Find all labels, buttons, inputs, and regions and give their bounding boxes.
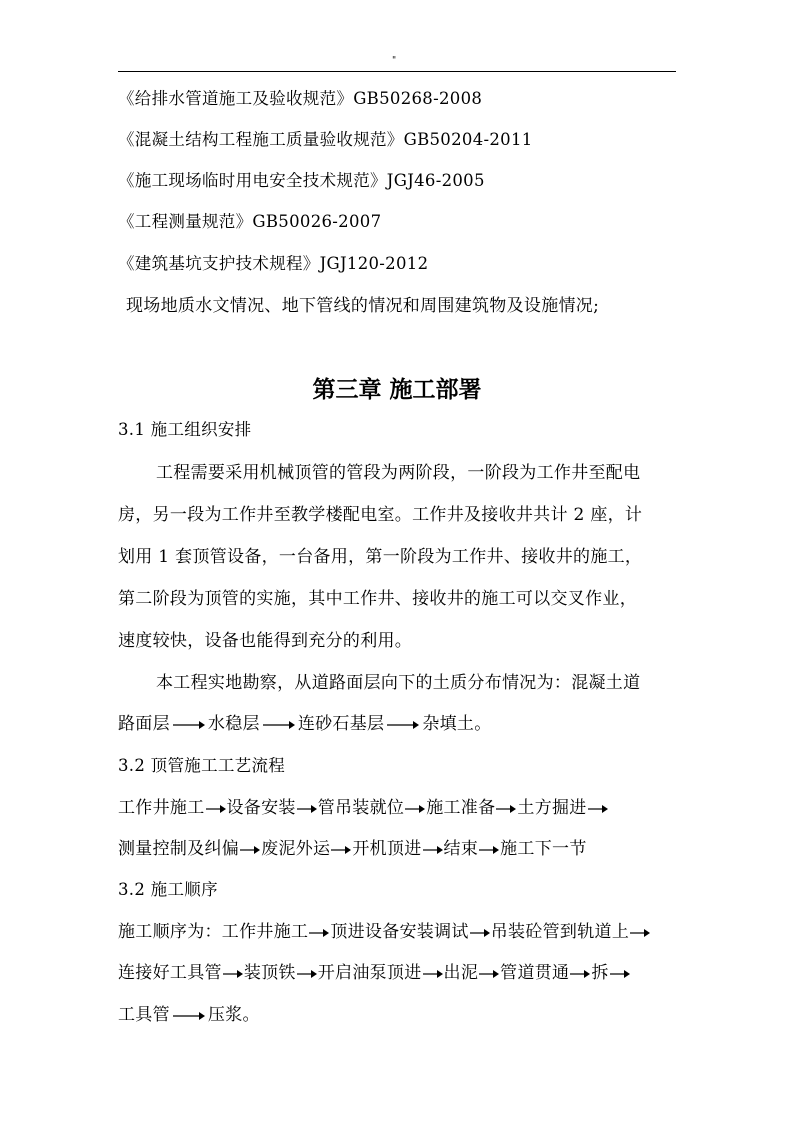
flow-step: 杂填土。 <box>422 714 492 734</box>
right-arrow-icon <box>423 844 443 856</box>
right-arrow-icon <box>479 968 499 980</box>
reference-item: 《给排水管道施工及验收规范》GB50268-2008 <box>118 89 483 108</box>
paragraph-line: 房，另一段为工作井至教学楼配电室。工作井及接收井共计 2 座，计 <box>118 505 643 525</box>
flow-step: 顶进设备安装调试 <box>330 922 469 942</box>
flow-step: 装顶铁 <box>243 963 296 983</box>
flow-step: 工作井施工 <box>118 798 205 818</box>
flow-step: 施工准备 <box>426 798 496 818</box>
sequence-flow-row <box>118 1000 260 1025</box>
soil-flow <box>118 709 492 734</box>
paragraph-line: 划用 1 套顶管设备，一台备用，第一阶段为工作井、接收井的施工， <box>118 547 643 567</box>
site-note: 现场地质水文情况、地下管线的情况和周围建筑物及设施情况; <box>126 296 600 316</box>
flow-step: 拆 <box>591 963 609 983</box>
paragraph-line: 工程需要采用机械顶管的管段为两阶段，一阶段为工作井至配电 <box>156 463 641 483</box>
right-arrow-icon <box>610 968 630 980</box>
paragraph-line: 本工程实地勘察，从道路面层向下的土质分布情况为：混凝土道 <box>156 673 641 693</box>
right-arrow-icon <box>479 844 499 856</box>
right-arrow-icon <box>630 927 650 939</box>
header-mark: " <box>392 56 397 66</box>
paragraph-line: 速度较快，设备也能得到充分的利用。 <box>118 631 413 651</box>
right-arrow-icon <box>387 719 419 731</box>
flow-step: 开机顶进 <box>352 839 422 859</box>
flow-step: 路面层 <box>118 714 170 734</box>
flow-step: 开启油泵顶进 <box>317 963 422 983</box>
flow-step: 结束 <box>443 839 479 859</box>
flow-step: 连砂石基层 <box>297 714 385 734</box>
paragraph-line: 第二阶段为顶管的实施，其中工作井、接收井的施工可以交叉作业， <box>118 589 637 609</box>
header-rule <box>118 71 676 72</box>
right-arrow-icon <box>297 803 317 815</box>
process-flow-row <box>118 793 609 818</box>
reference-item: 《工程测量规范》GB50026-2007 <box>118 212 382 231</box>
process-flow-row <box>118 834 587 859</box>
flow-step: 施工顺序为：工作井施工 <box>118 922 309 942</box>
right-arrow-icon <box>206 803 226 815</box>
right-arrow-icon <box>470 927 490 939</box>
reference-item: 《混凝土结构工程施工质量验收规范》GB50204-2011 <box>118 130 533 149</box>
section-heading: 3.2 顶管施工工艺流程 <box>118 756 286 775</box>
flow-step: 施工下一节 <box>500 839 587 859</box>
flow-step: 吊装砼管到轨道上 <box>490 922 630 942</box>
flow-step: 土方掘进 <box>517 798 587 818</box>
right-arrow-icon <box>223 968 243 980</box>
right-arrow-icon <box>309 927 329 939</box>
right-arrow-icon <box>496 803 516 815</box>
right-arrow-icon <box>173 719 205 731</box>
right-arrow-icon <box>240 844 260 856</box>
flow-step: 废泥外运 <box>261 839 331 859</box>
flow-step: 管吊装就位 <box>317 798 405 818</box>
sequence-flow-row <box>118 917 651 942</box>
flow-step: 压浆。 <box>207 1005 260 1025</box>
right-arrow-icon <box>263 719 295 731</box>
chapter-title: 第三章 施工部署 <box>312 376 482 403</box>
flow-step: 管道贯通 <box>500 963 570 983</box>
section-heading: 3.2 施工顺序 <box>118 880 218 899</box>
flow-step: 工具管 <box>118 1005 170 1025</box>
reference-item: 《建筑基坑支护技术规程》JGJ120-2012 <box>118 254 429 273</box>
right-arrow-icon <box>423 968 443 980</box>
flow-step: 出泥 <box>443 963 479 983</box>
right-arrow-icon <box>173 1010 205 1022</box>
right-arrow-icon <box>570 968 590 980</box>
right-arrow-icon <box>405 803 425 815</box>
flow-step: 测量控制及纠偏 <box>118 839 240 859</box>
right-arrow-icon <box>297 968 317 980</box>
flow-step: 水稳层 <box>207 714 260 734</box>
right-arrow-icon <box>331 844 351 856</box>
sequence-flow-row <box>118 958 631 983</box>
flow-step: 设备安装 <box>226 798 296 818</box>
right-arrow-icon <box>588 803 608 815</box>
reference-item: 《施工现场临时用电安全技术规范》JGJ46-2005 <box>118 171 485 190</box>
flow-step: 连接好工具管 <box>118 963 222 983</box>
section-heading: 3.1 施工组织安排 <box>118 420 252 439</box>
